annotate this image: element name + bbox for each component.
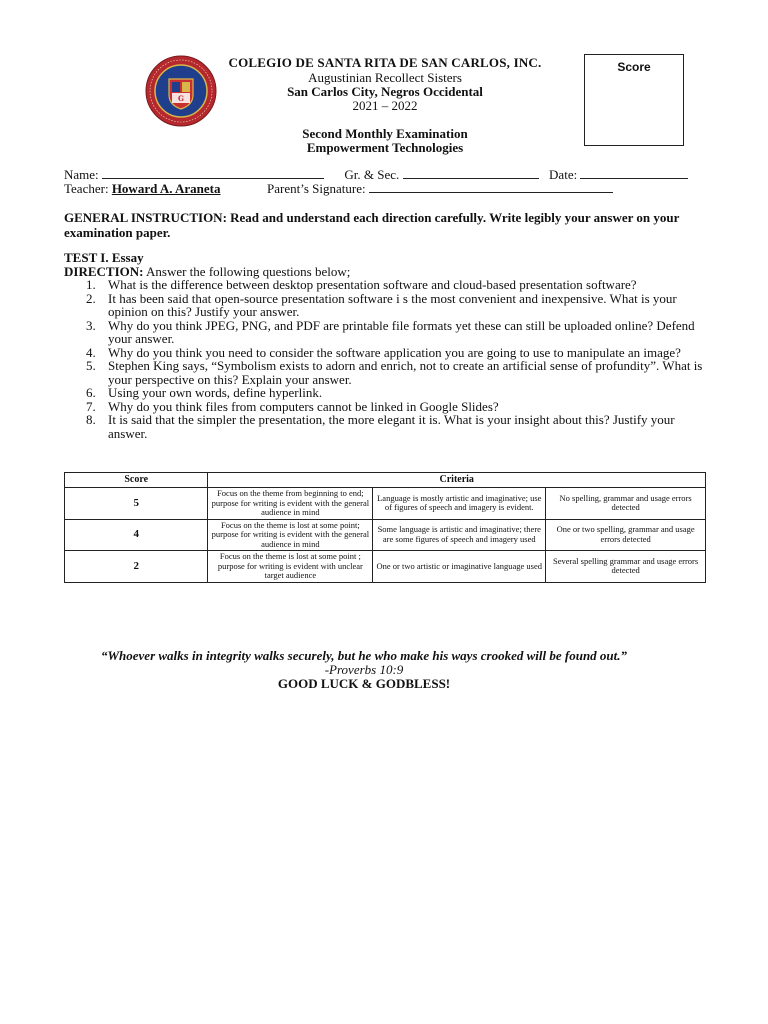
date-label: Date: bbox=[549, 167, 578, 182]
teacher-info-row bbox=[64, 181, 613, 197]
rubric-row bbox=[65, 488, 706, 520]
question-text: What is the difference between desktop presentation software and cloud-based presentation software? bbox=[108, 277, 637, 292]
question-number: 3. bbox=[86, 317, 96, 333]
question-item bbox=[86, 359, 706, 386]
rubric-criteria-mechanics: No spelling, grammar and usage errors detected bbox=[546, 488, 706, 520]
question-number: 7. bbox=[86, 398, 96, 414]
question-text: Why do you think you need to consider the software application you are going to use to manipulate an image? bbox=[108, 344, 681, 360]
grade-section-blank[interactable] bbox=[403, 168, 539, 179]
grade-section-label: Gr. & Sec. bbox=[344, 167, 400, 182]
rubric-criteria-language: Some language is artistic and imaginative; there are some figures of speech and imagery used bbox=[373, 519, 546, 551]
parent-signature-label: Parent’s Signature: bbox=[267, 181, 366, 196]
bible-verse-reference: -Proverbs 10:9 bbox=[324, 662, 404, 677]
question-text: It has been said that open-source presentation software i s the most convenient and inexpensive. What is your opinion on this? Justify your answer. bbox=[108, 290, 677, 319]
school-name: COLEGIO DE SANTA RITA DE SAN CARLOS, INC. bbox=[228, 55, 542, 70]
subject-title: Empowerment Technologies bbox=[306, 140, 464, 155]
exam-title: Second Monthly Examination bbox=[302, 126, 468, 141]
question-item bbox=[86, 346, 706, 360]
question-item bbox=[86, 319, 706, 346]
rubric-criteria-focus: Focus on the theme is lost at some point; purpose for writing is evident with the general audience in mind bbox=[208, 519, 373, 551]
question-item bbox=[86, 400, 706, 414]
question-text: Why do you think JPEG, PNG, and PDF are printable file formats yet these can still be uploaded online? Defend your answer. bbox=[108, 317, 695, 346]
rubric-row bbox=[65, 551, 706, 583]
svg-text:G: G bbox=[178, 94, 184, 103]
general-instruction: GENERAL INSTRUCTION: Read and understand each direction carefully. Write legibly your answer on your examination paper. bbox=[64, 210, 680, 240]
rubric-table bbox=[64, 472, 706, 583]
test-title: TEST I. Essay bbox=[64, 250, 144, 265]
question-number: 5. bbox=[86, 358, 96, 373]
rubric-criteria-focus: Focus on the theme from beginning to end; purpose for writing is evident with the general audience in mind bbox=[208, 488, 373, 520]
question-text: It is said that the simpler the presentation, the more elegant it is. What is your insight about this? Justify your answer. bbox=[108, 412, 675, 441]
question-number: 1. bbox=[86, 277, 96, 292]
rubric-criteria-language: One or two artistic or imaginative language used bbox=[373, 551, 546, 583]
name-blank[interactable] bbox=[102, 168, 324, 179]
question-number: 2. bbox=[86, 290, 96, 306]
score-box[interactable] bbox=[584, 54, 684, 146]
name-label: Name: bbox=[64, 167, 99, 182]
rubric-criteria-focus: Focus on the theme is lost at some point ; purpose for writing is evident with unclear target audience bbox=[208, 551, 373, 583]
rubric-score: 4 bbox=[65, 519, 208, 551]
school-location: San Carlos City, Negros Occidental bbox=[287, 84, 483, 99]
question-number: 4. bbox=[86, 344, 96, 360]
religious-order: Augustinian Recollect Sisters bbox=[308, 70, 462, 85]
question-text: Using your own words, define hyperlink. bbox=[108, 385, 323, 400]
date-blank[interactable] bbox=[580, 168, 688, 179]
rubric-criteria-mechanics: Several spelling grammar and usage errors detected bbox=[546, 551, 706, 583]
bible-quote: “Whoever walks in integrity walks securely, but he who make his ways crooked will be found out.” bbox=[100, 648, 628, 663]
teacher-name: Howard A. Araneta bbox=[111, 181, 221, 196]
score-box-label: Score bbox=[617, 60, 651, 74]
direction-text: Answer the following questions below; bbox=[143, 264, 351, 279]
question-text: Stephen King says, “Symbolism exists to adorn and enrich, not to create an artificial sense of profundity”. What is your perspective on this? Explain your answer. bbox=[108, 358, 703, 387]
rubric-header-criteria: Criteria bbox=[208, 473, 706, 488]
rubric-criteria-language: Language is mostly artistic and imaginative; use of figures of speech and imagery is evident. bbox=[373, 488, 546, 520]
rubric-criteria-mechanics: One or two spelling, grammar and usage errors detected bbox=[546, 519, 706, 551]
school-year: 2021 – 2022 bbox=[352, 98, 418, 113]
direction-label: DIRECTION: bbox=[64, 264, 144, 279]
closing-message: GOOD LUCK & GODBLESS! bbox=[277, 676, 451, 691]
question-item bbox=[86, 413, 706, 440]
question-text: Why do you think files from computers cannot be linked in Google Slides? bbox=[108, 398, 499, 414]
question-item bbox=[86, 292, 706, 319]
rubric-score: 5 bbox=[65, 488, 208, 520]
rubric-row bbox=[65, 519, 706, 551]
rubric-header-score: Score bbox=[65, 473, 208, 488]
question-number: 8. bbox=[86, 412, 96, 427]
question-item bbox=[86, 386, 706, 400]
teacher-label: Teacher: bbox=[64, 181, 109, 196]
question-item bbox=[86, 278, 706, 292]
rubric-score: 2 bbox=[65, 551, 208, 583]
rubric-header-row bbox=[65, 473, 706, 488]
parent-signature-blank[interactable] bbox=[369, 182, 613, 193]
question-list bbox=[86, 278, 706, 440]
question-number: 6. bbox=[86, 385, 96, 400]
